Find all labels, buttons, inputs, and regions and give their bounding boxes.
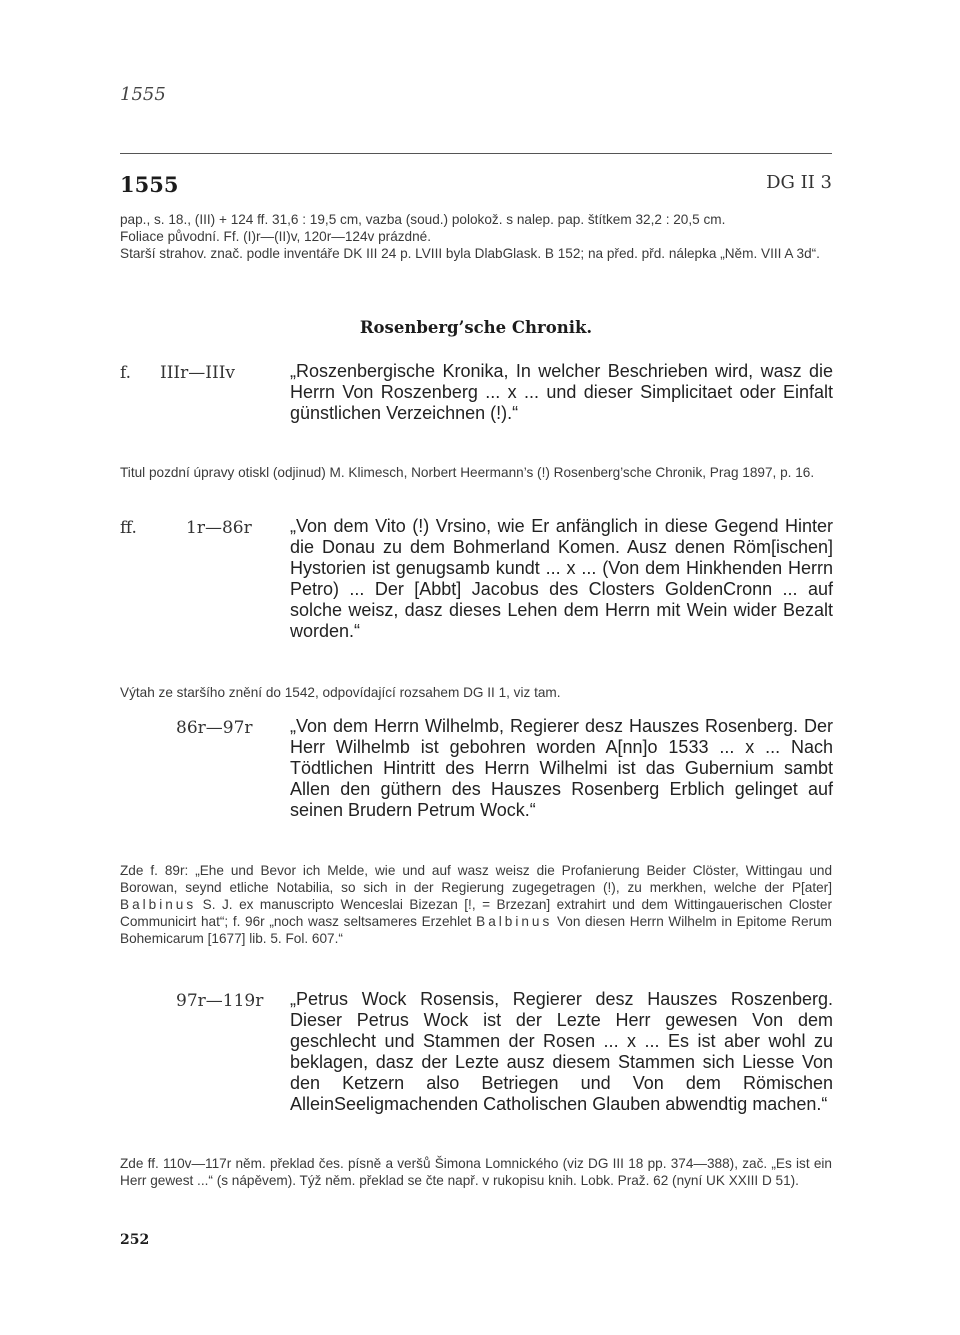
shelf-signature: DG II 3 xyxy=(766,172,832,193)
description-line: Foliace původní. Ff. (I)r—(II)v, 120r—124v prázdné. xyxy=(120,229,432,244)
incipit-text: „Roszenbergische Kronika, In welcher Beschrieben wird, wasz die Herrn Von Roszenberg ... x ... und dieser Simplicitaet oder Einfalt günstlichen Verzeichnen (!).“ xyxy=(290,361,833,423)
author-name-spaced: Balbinus xyxy=(476,914,553,929)
page-number: 252 xyxy=(120,1232,150,1248)
work-title: Rosenberg’sche Chronik. xyxy=(359,318,593,337)
entry-note: Zde ff. 110v—117r něm. překlad čes. písně a veršů Šimona Lomnického (viz DG III 18 pp. 374—388), zač. „Es ist ein Herr gewest ...“ (s nápěvem). Týž něm. překlad se čte např. v rukopisu knih. Lobk. Praž. 62 (nyní UK XXIII D 51). xyxy=(120,1156,832,1188)
description-line: Starší strahov. znač. podle inventáře DK III 24 p. LVIII byla DlabGlask. B 152; na před. přd. nálepka „Něm. VIII A 3d“. xyxy=(120,246,820,261)
folio-range: 97r—119r xyxy=(176,991,264,1011)
incipit-text: „Von dem Herrn Wilhelmb, Regierer desz Hauszes Rosenberg. Der Herr Wilhelmb ist gebohren worden A[nn]o 1533 ... x ... Nach Tödtlichen Hintritt des Herrn Wilhelmi ist das Gubernium sambt Allen den güthern des Hauszes Rosenberg Erblich gelinget auf seinen Brudern Petrum Wock.“ xyxy=(290,716,833,820)
entry-note: Titul pozdní úpravy otiskl (odjinud) M. Klimesch, Norbert Heermann’s (!) Rosenberg’sche Chronik, Prag 1897, p. 16. xyxy=(120,465,815,480)
folio-prefix: f. xyxy=(120,363,132,383)
incipit-text: „Von dem Vito (!) Vrsino, wie Er anfänglich in diese Gegend Hinter die Donau zu dem Bohmerland Komen. Ausz denen Röm[ischen] Hystorien ist genugsamb kundt ... x ... (Von dem Hinkhenden Herrn Petro) ... Der [Abbt] Jacobus des Closters GoldenCronn ... auf solche weisz, dasz dieses Lehen dem Herrn mit Wein wider Bezalt worden.“ xyxy=(290,516,833,641)
entry-note xyxy=(120,862,832,947)
entry-note: Výtah ze staršího znění do 1542, odpovídající rozsahem DG II 1, viz tam. xyxy=(120,685,561,700)
header-rule xyxy=(120,153,832,154)
folio-range: 86r—97r xyxy=(176,718,253,738)
note-text: S. J. ex manuscripto Wenceslai Bizezan [!, = Brzezan] extrahirt und dem Wittingauerischen Closter Communicirt hat“; f. 96r „noch wasz seltsameres Erzehlet xyxy=(120,897,832,929)
folio-range: IIIr—IIIv xyxy=(160,363,236,383)
note-text: Von diesen Herrn Wilhelm in Epitome Rerum Bohemicarum [1677] lib. 5. Fol. 607.“ xyxy=(120,914,832,946)
description-line: pap., s. 18., (III) + 124 ff. 31,6 : 19,5 cm, vazba (soud.) polokož. s nalep. pap. štítkem 32,2 : 20,5 cm. xyxy=(120,212,726,227)
running-head: 1555 xyxy=(120,84,166,105)
physical-description xyxy=(120,211,832,262)
author-name-spaced: Balbinus xyxy=(120,897,197,912)
note-text: Zde f. 89r: „Ehe und Bevor ich Melde, wie und auf wasz weisz die Profanierung Beider Clöster, Wittingau und Borowan, seynd etliche Notabilia, so sich in der Regierung zugegetragen (!), zu merkhen, welche der P[ater] xyxy=(120,863,832,895)
incipit-text: „Petrus Wock Rosensis, Regierer desz Hauszes Roszenberg. Dieser Petrus Wock ist der Lezte Herr gewesen Von dem geschlecht und Stammen der Rosen ... x ... Es ist aber wohl zu beklagen, dasz der Lezte ausz diesem Stammen sich Liesse Von den Ketzern also Betriegen und Von dem Römischen AlleinSeeligmachenden Catholischen Glauben abwendtig machen.“ xyxy=(290,989,833,1114)
folio-range: 1r—86r xyxy=(186,518,252,538)
folio-prefix: ff. xyxy=(120,518,137,538)
record-number: 1555 xyxy=(120,172,179,197)
